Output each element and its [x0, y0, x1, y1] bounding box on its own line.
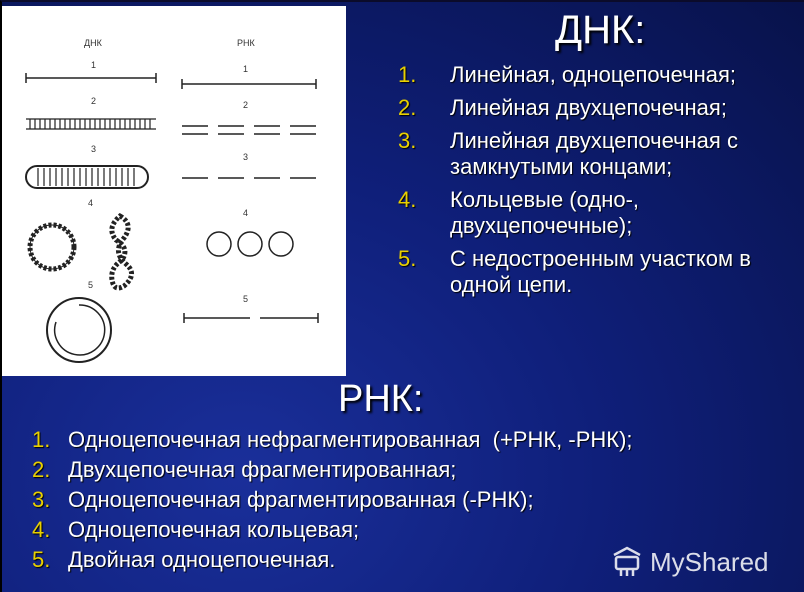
dna-list-item [398, 128, 798, 180]
genome-forms-diagram [2, 6, 346, 376]
dna-list-item [398, 187, 798, 239]
diagram-svg [2, 6, 346, 376]
dna-num-3: 3 [91, 144, 97, 154]
dna-linear-single-strand [26, 73, 156, 83]
list-text: Одноцепочечная фрагментированная (-РНК); [68, 487, 534, 512]
list-text: Линейная двухцепочечная; [450, 95, 727, 120]
list-number: 3. [32, 487, 51, 512]
rna-num-1: 1 [243, 64, 249, 74]
list-number: 3. [398, 128, 417, 153]
list-text: Двухцепочечная фрагментированная; [68, 457, 457, 482]
rna-double-single-strand [184, 313, 318, 323]
watermark-text: MyShared [650, 546, 769, 577]
dna-incomplete-strand [47, 298, 111, 362]
rna-list-item [32, 487, 802, 513]
rna-heading: РНК: [338, 378, 424, 420]
list-text: С недостроенным участком в одной цепи. [450, 246, 751, 297]
dna-forms-list [398, 62, 798, 305]
rna-num-4: 4 [243, 208, 249, 218]
list-text: Двойная одноцепочечная. [68, 547, 336, 572]
rna-num-3: 3 [243, 152, 249, 162]
rna-num-2: 2 [243, 100, 249, 110]
list-number: 1. [398, 62, 417, 87]
list-text: Линейная двухцепочечная с замкнутыми концами; [450, 128, 738, 179]
rna-list-item [32, 457, 802, 483]
dna-list-item [398, 95, 798, 121]
dna-list-item [398, 246, 798, 298]
dna-closed-ends [26, 166, 148, 188]
list-number: 1. [32, 427, 51, 452]
list-number: 5. [398, 246, 417, 271]
list-number: 5. [32, 547, 51, 572]
dna-list-item [398, 62, 798, 88]
list-text: Линейная, одноцепочечная; [450, 62, 736, 87]
dna-num-5: 5 [88, 280, 94, 290]
diagram-rna-label: РНК [237, 38, 255, 48]
list-number: 4. [32, 517, 51, 542]
dna-num-1: 1 [91, 60, 97, 70]
rna-linear-single-strand [182, 79, 316, 89]
list-text: Кольцевые (одно-, двухцепочечные); [450, 187, 640, 238]
myshared-watermark[interactable] [610, 542, 769, 582]
rna-double-fragmented [182, 126, 316, 134]
rna-num-5: 5 [243, 294, 249, 304]
dna-linear-double-strand [26, 119, 156, 129]
list-text: Одноцепочечная нефрагментированная (+РНК, -РНК); [68, 427, 633, 452]
diagram-dna-label: ДНК [84, 38, 102, 48]
myshared-logo-icon [610, 545, 644, 579]
dna-num-2: 2 [91, 96, 97, 106]
list-number: 4. [398, 187, 417, 212]
rna-circular-forms [207, 232, 293, 256]
list-number: 2. [398, 95, 417, 120]
list-text: Одноцепочечная кольцевая; [68, 517, 360, 542]
dna-circular-forms [30, 216, 132, 288]
rna-list-item [32, 517, 802, 543]
dna-num-4: 4 [88, 198, 94, 208]
rna-list-item [32, 427, 802, 453]
dna-heading: ДНК: [555, 8, 646, 52]
list-number: 2. [32, 457, 51, 482]
